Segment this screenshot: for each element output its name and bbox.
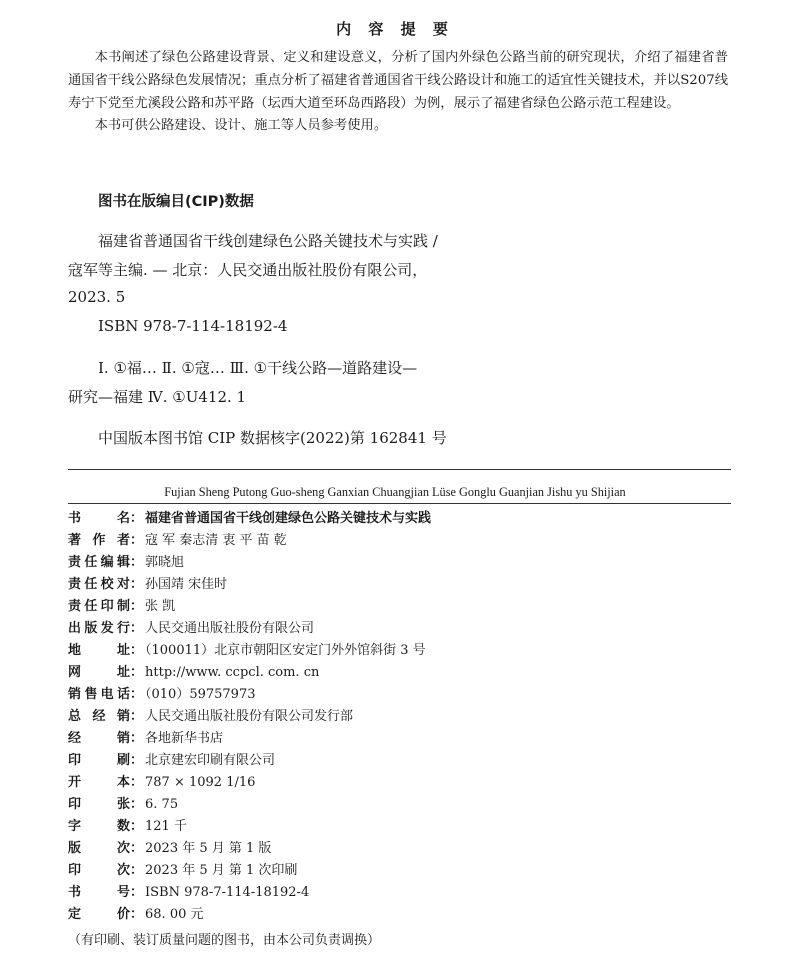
info-label: 书名: [68, 511, 130, 526]
info-value: 寇 军 秦志清 衷 平 苗 乾: [145, 533, 287, 548]
info-row-format: 开本： 787 × 1092 1/16: [68, 772, 728, 794]
book-info-table: [68, 508, 728, 926]
info-row-title: 书名： 福建省普通国省干线创建绿色公路关键技术与实践: [68, 508, 728, 530]
info-label: 书号: [68, 885, 130, 900]
cip-line: 2023. 5: [68, 288, 126, 306]
info-label: 版次: [68, 841, 130, 856]
info-label: 责任校对: [68, 577, 130, 592]
info-row-distributor: 总经销： 人民交通出版社股份有限公司发行部: [68, 706, 728, 728]
summary-paragraph: 本书阐述了绿色公路建设背景、定义和建设意义，分析了国内外绿色公路当前的研究现状，介绍了福建省普通国省干线公路绿色发展情况；重点分析了福建省普通国省干线公路设计和施工的适宜性关键技术，并以S207线寿宁下党至尤溪段公路和苏平路（坛西大道至环岛西路段）为例，展示了福建省绿色公路示范工程建设。: [68, 50, 728, 111]
summary-paragraph: 本书可供公路建设、设计、施工等人员参考使用。: [94, 118, 388, 134]
info-value: 人民交通出版社股份有限公司: [145, 621, 315, 636]
info-value: 787 × 1092 1/16: [145, 775, 256, 790]
cip-line: Ⅰ. ①福… Ⅱ. ①寇… Ⅲ. ①干线公路—道路建设—: [98, 359, 418, 377]
info-row-sheets: 印张： 6. 75: [68, 794, 728, 816]
info-label: 著作者: [68, 533, 130, 548]
info-label: 网址: [68, 665, 130, 680]
cip-line: ISBN 978-7-114-18192-4: [98, 317, 288, 335]
info-row-retail: 经销： 各地新华书店: [68, 728, 728, 750]
info-value: 福建省普通国省干线创建绿色公路关键技术与实践: [145, 511, 432, 526]
divider: [68, 503, 731, 504]
info-value: （010）59757973: [145, 687, 256, 702]
info-row-printing: 印次： 2023 年 5 月 第 1 次印刷: [68, 860, 728, 882]
divider: [68, 469, 731, 470]
info-label: 地址: [68, 643, 130, 658]
info-row-website: 网址： http://www. ccpcl. com. cn: [68, 662, 728, 684]
info-value: 郭晓旭: [145, 555, 185, 570]
info-value: 人民交通出版社股份有限公司发行部: [145, 709, 354, 724]
info-label: 印刷: [68, 753, 130, 768]
info-value: 北京建宏印刷有限公司: [145, 753, 276, 768]
summary-title: 内 容 提 要: [336, 20, 454, 38]
info-value: 2023 年 5 月 第 1 版: [145, 841, 272, 856]
cip-line: 研究—福建 Ⅳ. ①U412. 1: [68, 388, 247, 406]
info-label: 字数: [68, 819, 130, 834]
info-label: 责任编辑: [68, 555, 130, 570]
summary-body: [68, 47, 728, 138]
info-label: 开本: [68, 775, 130, 790]
info-row-printer: 印刷： 北京建宏印刷有限公司: [68, 750, 728, 772]
info-row-edition: 版次： 2023 年 5 月 第 1 版: [68, 838, 728, 860]
info-row-address: 地址： （100011）北京市朝阳区安定门外外馆斜街 3 号: [68, 640, 728, 662]
info-value: 各地新华书店: [145, 731, 224, 746]
info-row-print-manager: 责任印制： 张 凯: [68, 596, 728, 618]
pinyin-title: Fujian Sheng Putong Guo-sheng Ganxian Chuangjian Lüse Gonglu Guanjian Jishu yu Shijian: [164, 485, 626, 499]
info-value: 孙国靖 宋佳时: [145, 577, 228, 592]
cip-line: 福建省普通国省干线创建绿色公路关键技术与实践 /: [98, 232, 438, 250]
info-label: 销售电话: [68, 687, 130, 702]
info-row-editor: 责任编辑： 郭晓旭: [68, 552, 728, 574]
cip-line: 寇军等主编. — 北京：人民交通出版社股份有限公司，: [68, 261, 428, 279]
info-row-proofreader: 责任校对： 孙国靖 宋佳时: [68, 574, 728, 596]
info-label: 出版发行: [68, 621, 130, 636]
cip-title: 图书在版编目(CIP)数据: [98, 194, 254, 210]
info-label: 印张: [68, 797, 130, 812]
info-row-word-count: 字数： 121 千: [68, 816, 728, 838]
info-value: 121 千: [145, 819, 187, 834]
quality-note: （有印刷、装订质量问题的图书，由本公司负责调换）: [68, 933, 381, 948]
info-row-price: 定价： 68. 00 元: [68, 904, 728, 926]
info-label: 总经销: [68, 709, 130, 724]
info-row-sales-phone: 销售电话： （010）59757973: [68, 684, 728, 706]
info-value: ISBN 978-7-114-18192-4: [145, 885, 310, 900]
info-value: 68. 00 元: [145, 907, 204, 922]
info-row-authors: 著作者： 寇 军 秦志清 衷 平 苗 乾: [68, 530, 728, 552]
info-value: 6. 75: [145, 797, 179, 812]
cip-data-number: 中国版本图书馆 CIP 数据核字(2022)第 162841 号: [98, 429, 447, 447]
info-value: 2023 年 5 月 第 1 次印刷: [145, 863, 298, 878]
info-label: 经销: [68, 731, 130, 746]
info-label: 印次: [68, 863, 130, 878]
info-label: 定价: [68, 907, 130, 922]
info-row-publisher: 出版发行： 人民交通出版社股份有限公司: [68, 618, 728, 640]
info-value: 张 凯: [145, 599, 176, 614]
info-value: （100011）北京市朝阳区安定门外外馆斜街 3 号: [145, 643, 426, 658]
info-row-isbn: 书号： ISBN 978-7-114-18192-4: [68, 882, 728, 904]
info-value: http://www. ccpcl. com. cn: [145, 665, 320, 680]
info-label: 责任印制: [68, 599, 130, 614]
